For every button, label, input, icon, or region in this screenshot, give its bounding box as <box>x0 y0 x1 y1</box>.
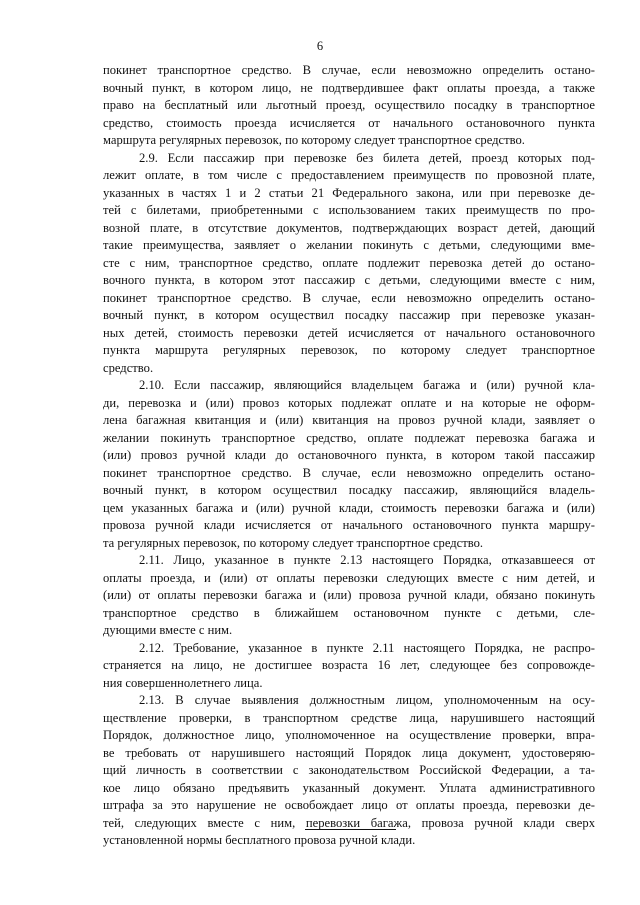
paragraph-2-9 <box>103 150 595 378</box>
paragraph-2-11 <box>103 552 595 640</box>
text-line: тей с билетами, приобретенными с использованием таких преимуществ по про- <box>103 203 595 217</box>
text-line: сте с ним, транспортное средство, оплате подлежит перевозка детей до остано- <box>103 255 595 270</box>
paragraph-2-13 <box>103 692 595 850</box>
text-line: вочный пункт, в котором лицо, не подтвердившее факт оплаты проезда, а также <box>103 80 595 95</box>
page-number: 6 <box>316 39 324 53</box>
text-line: штрафа за это нарушение не освобождает лицо от оплаты проезда, перевозки де- <box>103 798 595 812</box>
text-line: лежит оплате, в том числе с предоставлением преимуществ по провозной плате, <box>103 168 595 182</box>
text-line: покинет транспортное средство. В случае, если невозможно определить остано- <box>103 63 595 77</box>
text-line: ния совершеннолетнего лица. <box>103 675 263 690</box>
text-line: провоза ручной клади исчисляется от начального остановочного пункта маршру- <box>103 518 595 532</box>
text-line: указанных в частях 1 и 2 статьи 21 Федерального закона, или при перевозке де- <box>103 185 595 200</box>
text-line: (или) от оплаты перевозки багажа и (или) провоза ручной клади, обязано покинуть <box>103 588 595 602</box>
text-line: (или) провоз ручной клади до остановочного пункта, в котором такой пассажир <box>103 448 595 462</box>
text-line: 2.9. Если пассажир при перевозке без билета детей, проезд которых под- <box>139 150 595 165</box>
text-line: Порядок, должностное лицо, уполномоченное на осуществление проверки, впра- <box>103 728 595 742</box>
text-line: желании покинуть транспортное средство, оплате подлежат перевозка багажа и <box>103 430 595 445</box>
text-line: средство, стоимость проезда исчисляется от начального остановочного пункта <box>103 115 595 130</box>
text-line: ве требовать от нарушившего настоящий Порядок лица документ, удостоверяю- <box>103 745 595 760</box>
text-line: покинет транспортное средство. В случае, если невозможно определить остано- <box>103 290 595 305</box>
text-line: вочный пункт, в котором осуществил посадку пассажир при перевозке указан- <box>103 308 595 322</box>
text-line: цем указанных багажа и (или) ручной клади, стоимость перевозки багажа и (или) <box>103 500 595 515</box>
text-line: возной плате, в отсутствие документов, подтверждающих возраст детей, дающий <box>103 220 595 235</box>
text-line: 2.11. Лицо, указанное в пункте 2.13 настоящего Порядка, отказавшееся от <box>139 553 595 567</box>
text-line: страняется на лицо, не достигшее возраста 16 лет, следующее без сопровожде- <box>103 658 595 672</box>
text-line: транспортное средство в ближайшем остановочном пункте с детьми, сле- <box>103 605 595 620</box>
text-line: вочного пункта, в котором этот пассажир с детьми, следующими вместе с ним, <box>103 273 595 287</box>
text-line: маршрута регулярных перевозок, по которому следует транспортное средство. <box>103 133 525 147</box>
text-line: такие преимущества, заявляет о желании покинуть с детьми, следующими вме- <box>103 238 595 252</box>
text-line: средство. <box>103 360 154 375</box>
text-line: покинет транспортное средство. В случае, если невозможно определить остано- <box>103 465 595 480</box>
text-line: кое лицо обязано предъявить указанный документ. Уплата административного <box>103 780 595 795</box>
text-line: ных детей, стоимость перевозки детей исчисляется от начального остановочного <box>103 325 595 340</box>
text-line: установленной нормы бесплатного провоза ручной клади. <box>103 833 416 847</box>
document-body <box>103 62 595 850</box>
text-line: та регулярных перевозок, по которому следует транспортное средство. <box>103 535 484 550</box>
text-line: ществление проверки, в транспортном средстве лица, нарушившего настоящий <box>103 710 595 725</box>
text-line: дующими вместе с ним. <box>103 623 233 637</box>
text-line: вочный пункт, в котором осуществил посадку пассажир, являющийся владель- <box>103 483 595 497</box>
text-line: ди, перевозка и (или) провоз которых подлежат оплате и на которые не оформ- <box>103 395 595 410</box>
text-line: щий личность в соответствии с законодательством Российской Федерации, а та- <box>103 763 595 777</box>
text-line: 2.10. Если пассажир, являющийся владельцем багажа и (или) ручной кла- <box>139 378 595 392</box>
text-line: тей, следующих вместе с ним, перевозки багажа, провоза ручной клади сверх <box>103 815 595 830</box>
paragraph-2-10 <box>103 377 595 552</box>
text-line: 2.12. Требование, указанное в пункте 2.11 настоящего Порядка, не распро- <box>139 640 595 655</box>
text-line: пункта маршрута регулярных перевозок, по которому следует транспортное <box>103 343 595 357</box>
text-line: оплаты проезда, и (или) от оплаты перевозки следующих вместе с ним детей, и <box>103 570 595 585</box>
text-line: право на бесплатный или льготный проезд, осуществило посадку в транспортное <box>103 98 595 112</box>
paragraph-2-12 <box>103 640 595 693</box>
text-line: лена багажная квитанция и (или) квитанция на провоз ручной клади, заявляет о <box>103 413 595 427</box>
paragraph-continuation <box>103 62 595 150</box>
text-line: 2.13. В случае выявления должностным лицом, уполномоченным на осу- <box>139 693 595 707</box>
footnote-separator-line <box>305 829 396 830</box>
